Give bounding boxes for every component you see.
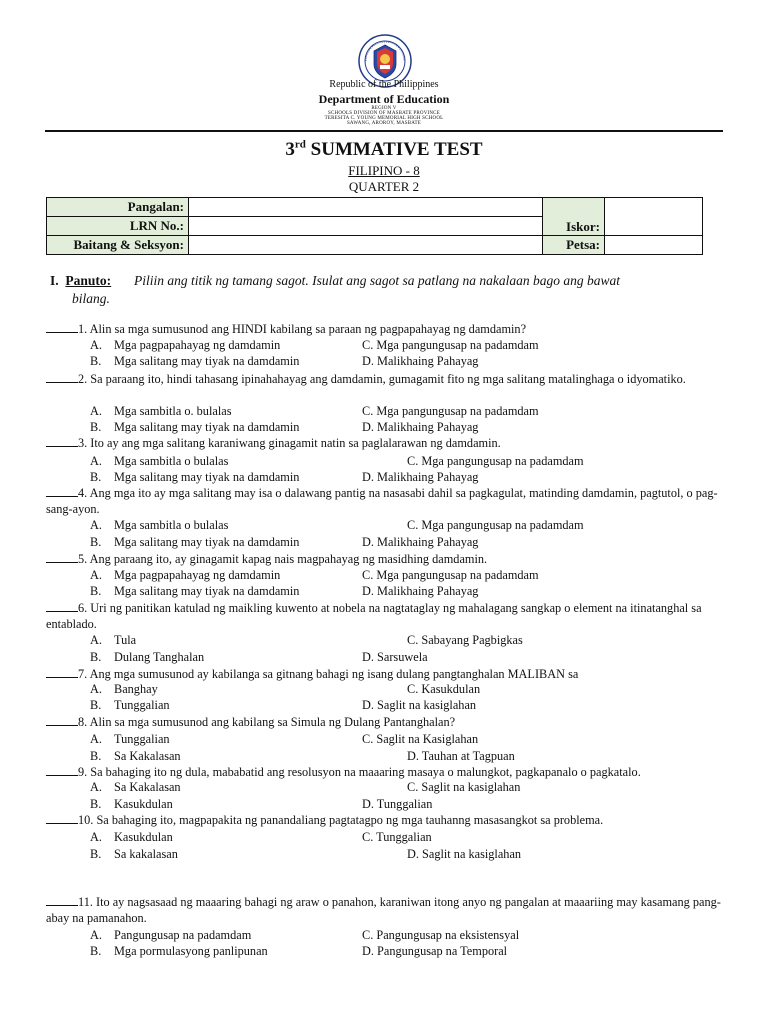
instructions-text-cont: bilang. — [72, 291, 110, 306]
question-2: 2. Sa paraang ito, hindi tahasang ipinahahayag ang damdamin, gumagamit fito ng mga salitang matalinghaga o idyomatiko. — [46, 371, 726, 387]
question-8: 8. Alin sa mga sumusunod ang kabilang sa Simula ng Dulang Pantanghalan? — [46, 714, 726, 730]
option-c: C. Mga pangungusap na padamdam — [362, 338, 539, 352]
question-3: 3. Ito ay ang mga salitang karaniwang ginagamit natin sa paglalarawan ng damdamin. — [46, 435, 726, 451]
answer-blank[interactable] — [46, 666, 78, 678]
option-a: A. Mga pagpapahayag ng damdamin — [90, 568, 281, 582]
answer-blank[interactable] — [46, 435, 78, 447]
option-d: D. Malikhaing Pahayag — [362, 420, 479, 434]
question-4: 4. Ang mga ito ay mga salitang may isa o dalawang pantig na nasasabi dahil sa pagkagulat, matinding damdamin, pagtutol, o pag-sang-ayon. — [46, 486, 718, 516]
question-10: 10. Sa bahaging ito, magpapakita ng panandaliang pagtatagpo ng mga tauhanng masasangkot sa problema. — [46, 812, 726, 828]
answer-blank[interactable] — [46, 714, 78, 726]
option-c: C. Saglit na kasiglahan — [407, 780, 521, 794]
option-c: C. Pangungusap na eksistensyal — [362, 928, 520, 942]
option-b: B. Dulang Tanghalan — [90, 650, 205, 664]
instructions-label: Panuto: — [65, 273, 112, 288]
answer-blank[interactable] — [46, 551, 78, 563]
answer-blank[interactable] — [46, 812, 78, 824]
option-b: B. Mga salitang may tiyak na damdamin — [90, 584, 300, 598]
option-b: B. Tunggalian — [90, 698, 170, 712]
lrn-field[interactable] — [189, 217, 543, 236]
option-b: B. Kasukdulan — [90, 797, 173, 811]
header-divider — [45, 130, 723, 132]
name-field[interactable] — [189, 198, 543, 217]
option-a: A. Tula — [90, 633, 137, 647]
score-label: Iskor: — [543, 198, 605, 236]
option-d: D. Malikhaing Pahayag — [362, 584, 479, 598]
date-field[interactable] — [605, 236, 703, 255]
option-d: D. Malikhaing Pahayag — [362, 354, 479, 368]
date-label: Petsa: — [543, 236, 605, 255]
option-c: C. Tunggalian — [362, 830, 432, 844]
option-c: C. Mga pangungusap na padamdam — [362, 404, 539, 418]
quarter-line: QUARTER 2 — [348, 179, 420, 194]
option-a: A. Pangungusap na padamdam — [90, 928, 252, 942]
republic-line: Republic of the Philippines — [329, 79, 439, 90]
region-line: REGION V — [371, 106, 397, 111]
option-c: C. Sabayang Pagbigkas — [407, 633, 523, 647]
question-9: 9. Sa bahaging ito ng dula, mababatid ang resolusyon na maaaring masaya o malungkot, pagkapanalo o pagkatalo. — [46, 764, 726, 780]
option-b: B. Mga salitang may tiyak na damdamin — [90, 420, 300, 434]
option-a: A. Mga sambitla o bulalas — [90, 518, 229, 532]
option-d: D. Tunggalian — [362, 797, 433, 811]
answer-blank[interactable] — [46, 321, 78, 333]
option-d: D. Pangungusap na Temporal — [362, 944, 508, 958]
option-a: A. Mga sambitla o bulalas — [90, 454, 229, 468]
option-c: C. Kasukdulan — [407, 682, 481, 696]
address-line: SAWANG, AROROY, MASBATE — [346, 121, 422, 126]
option-d: D. Saglit na kasiglahan — [407, 847, 522, 861]
name-label: Pangalan: — [47, 198, 189, 217]
answer-blank[interactable] — [46, 371, 78, 383]
answer-blank[interactable] — [46, 600, 78, 612]
option-d: D. Sarsuwela — [362, 650, 428, 664]
option-b: B. Sa kakalasan — [90, 847, 178, 861]
option-c: C. Mga pangungusap na padamdam — [407, 518, 584, 532]
option-b: B. Mga salitang may tiyak na damdamin — [90, 354, 300, 368]
option-b: B. Mga salitang may tiyak na damdamin — [90, 470, 300, 484]
test-title: 3rd SUMMATIVE TEST — [285, 138, 483, 160]
option-c: C. Mga pangungusap na padamdam — [407, 454, 584, 468]
grade-section-label: Baitang & Seksyon: — [47, 236, 189, 255]
department-name: Department of Education — [318, 92, 450, 106]
option-b: B. Mga salitang may tiyak na damdamin — [90, 535, 300, 549]
answer-blank[interactable] — [46, 764, 78, 776]
option-c: C. Saglit na Kasiglahan — [362, 732, 479, 746]
answer-blank[interactable] — [46, 485, 78, 497]
subject-line: FILIPINO - 8 — [348, 163, 420, 178]
student-info-table — [46, 197, 703, 255]
lrn-label: LRN No.: — [47, 217, 189, 236]
grade-section-field[interactable] — [189, 236, 543, 255]
division-line: SCHOOLS DIVISION OF MASBATE PROVINCE — [328, 111, 440, 116]
question-1: 1. Alin sa mga sumusunod ang HINDI kabilang sa paraan ng pagpapahayag ng damdamin? — [46, 321, 726, 337]
question-5: 5. Ang paraang ito, ay ginagamit kapag nais magpahayag ng masidhing damdamin. — [46, 551, 726, 567]
instructions-text: Piliin ang titik ng tamang sagot. Isulat ang sagot sa patlang na nakalaan bago ang bawat — [134, 273, 621, 288]
instructions: I. Panuto: Piliin ang titik ng tamang sagot. Isulat ang sagot sa patlang na nakalaan bago ang bawat bilang. — [50, 272, 722, 308]
option-a: A. Mga pagpapahayag ng damdamin — [90, 338, 281, 352]
question-11: 11. Ito ay nagsasaad ng maaaring bahagi ng araw o panahon, karaniwan itong anyo ng pangalan at maaariing may kasamang pang-abay na pamanahon. — [46, 895, 721, 925]
option-d: D. Malikhaing Pahayag — [362, 535, 479, 549]
option-a: A. Tunggalian — [90, 732, 170, 746]
question-7: 7. Ang mga sumusunod ay kabilanga sa gitnang bahagi ng isang dulang pangtanghalan MALIBAN sa — [46, 666, 726, 682]
option-d: D. Tauhan at Tagpuan — [407, 749, 515, 763]
question-6: 6. Uri ng panitikan katulad ng maikling kuwento at nobela na nagtataglay ng mahalagang sangkap o element na itinatanghal sa entablado. — [46, 601, 702, 631]
option-a: A. Banghay — [90, 682, 158, 696]
option-b: B. Mga pormulasyong panlipunan — [90, 944, 268, 958]
option-a: A. Kasukdulan — [90, 830, 173, 844]
option-d: D. Saglit na kasiglahan — [362, 698, 477, 712]
option-b: B. Sa Kakalasan — [90, 749, 181, 763]
option-d: D. Malikhaing Pahayag — [362, 470, 479, 484]
option-a: A. Sa Kakalasan — [90, 780, 181, 794]
answer-blank[interactable] — [46, 894, 78, 906]
score-field[interactable] — [605, 198, 703, 236]
option-c: C. Mga pangungusap na padamdam — [362, 568, 539, 582]
option-a: A. Mga sambitla o. bulalas — [90, 404, 232, 418]
school-line: TERESITA C. YOUNG MEMORIAL HIGH SCHOOL — [324, 116, 444, 121]
